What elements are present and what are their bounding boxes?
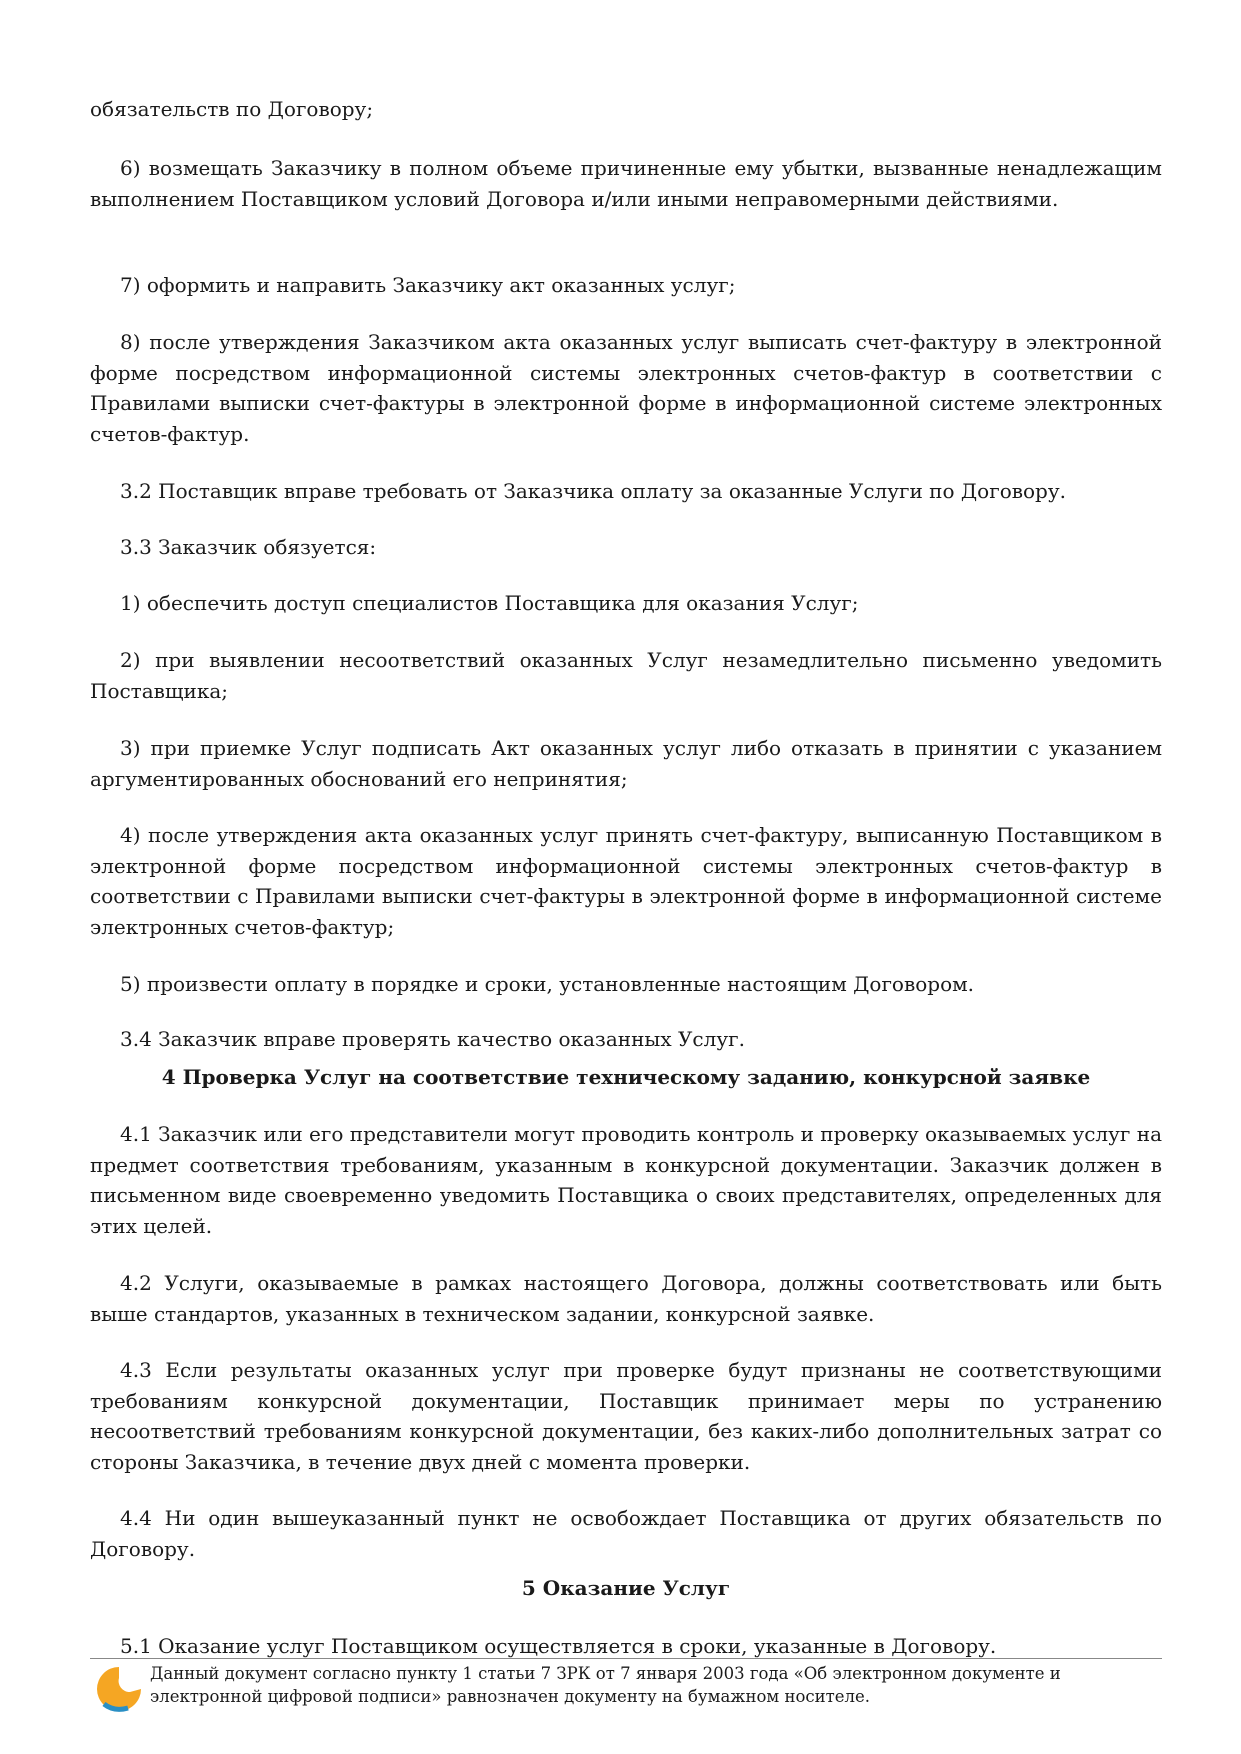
paragraph: 8) после утверждения Заказчиком акта оказанных услуг выписать счет-фактуру в электронной форме посредством информационной системы электронных счетов-фактур в соответствии с Правилами выписки счет-фактуры в электронной форме в информационной системе электронных счетов-фактур. [90,330,1162,446]
section-heading: 4 Проверка Услуг на соответствие техническому заданию, конкурсной заявке [161,1065,1091,1089]
paragraph: 4.2 Услуги, оказываемые в рамках настоящего Договора, должны соответствовать или быть выше стандартов, указанных в техническом задании, конкурсной заявке. [90,1271,1162,1326]
paragraph: 4.4 Ни один вышеуказанный пункт не освобождает Поставщика от других обязательств по Договору. [90,1506,1162,1561]
paragraph: 7) оформить и направить Заказчику акт оказанных услуг; [120,273,736,297]
paragraph: 3.3 Заказчик обязуется: [120,535,377,559]
paragraph: 5) произвести оплату в порядке и сроки, установленные настоящим Договором. [120,972,975,996]
paragraph: 3.2 Поставщик вправе требовать от Заказчика оплату за оказанные Услуги по Договору. [120,479,1066,503]
section-heading: 5 Оказание Услуг [521,1576,731,1600]
paragraph: 2) при выявлении несоответствий оказанных Услуг незамедлительно письменно уведомить Поставщика; [90,648,1162,703]
paragraph: 1) обеспечить доступ специалистов Поставщика для оказания Услуг; [120,591,859,615]
paragraph: 4.3 Если результаты оказанных услуг при проверке будут признаны не соответствующими требованиям конкурсной документации, Поставщик принимает меры по устранению несоответствий требованиям конкурсной документации, без каких-либо дополнительных затрат со стороны Заказчика, в течение двух дней с момента проверки. [90,1358,1162,1474]
footer-note: Данный документ согласно пункту 1 статьи 7 ЗРК от 7 января 2003 года «Об электронном документе и электронной цифровой подписи» равнозначен документу на бумажном носителе. [150,1664,1061,1706]
footer-divider [90,1658,1162,1659]
paragraph: 3.4 Заказчик вправе проверять качество оказанных Услуг. [120,1027,745,1051]
paragraph: 6) возмещать Заказчику в полном объеме причиненные ему убытки, вызванные ненадлежащим выполнением Поставщиком условий Договора и/или иными неправомерными действиями. [90,156,1162,211]
paragraph: обязательств по Договору; [90,97,374,121]
e-gov-logo-icon [94,1664,144,1714]
paragraph: 3) при приемке Услуг подписать Акт оказанных услуг либо отказать в принятии с указанием аргументированных обоснований его непринятия; [90,736,1162,791]
paragraph: 4.1 Заказчик или его представители могут проводить контроль и проверку оказываемых услуг на предмет соответствия требованиям, указанным в конкурсной документации. Заказчик должен в письменном виде своевременно уведомить Поставщика о своих представителях, определенных для этих целей. [90,1122,1162,1238]
paragraph: 4) после утверждения акта оказанных услуг принять счет-фактуру, выписанную Поставщиком в электронной форме посредством информационной системы электронных счетов-фактур в соответствии с Правилами выписки счет-фактуры в электронной форме в информационной системе электронных счетов-фактур; [90,823,1162,939]
paragraph: 5.1 Оказание услуг Поставщиком осуществляется в сроки, указанные в Договору. [120,1634,997,1658]
